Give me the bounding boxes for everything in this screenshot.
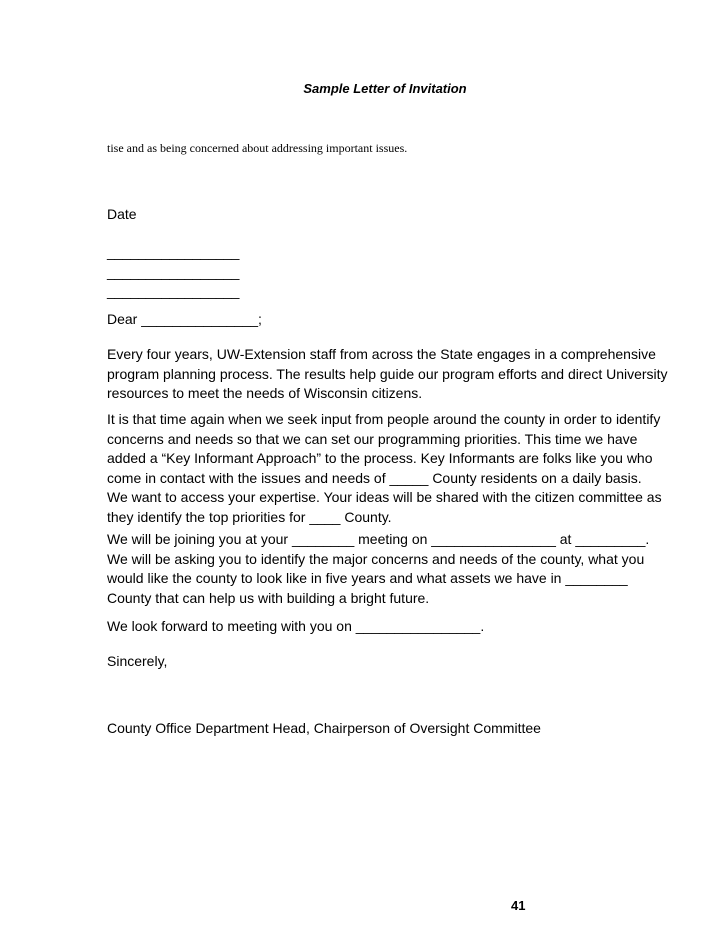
page-number: 41 [511,898,526,913]
paragraph-line: We will be asking you to identify the major concerns and needs of the county, what you [107,550,645,567]
paragraph-line: concerns and needs so that we can set our programming priorities. This time we have [107,430,638,447]
text-fragment: tise and as being concerned about addressing important issues. [107,141,408,155]
address-line: _________________ [107,244,240,260]
paragraph-4: We look forward to meeting with you on ________________. [107,618,485,634]
paragraph-line: they identify the top priorities for ____ County. [107,508,392,525]
signature-line: County Office Department Head, Chairperson of Oversight Committee [107,720,541,736]
paragraph-line: County that can help us with building a bright future. [107,589,430,606]
paragraph-line: Every four years, UW-Extension staff from across the State engages in a comprehensive [107,346,656,362]
date-label: Date [107,206,137,222]
paragraph-line: It is that time again when we seek input from people around the county in order to identify [107,411,661,427]
paragraph-3 [107,530,697,608]
address-line: _________________ [107,263,240,280]
address-line: _________________ [107,283,240,299]
paragraph-2 [107,410,697,527]
paragraph-line: come in contact with the issues and needs of _____ County residents on a daily basis. [107,469,642,486]
paragraph-1 [107,345,697,404]
paragraph-line: program planning process. The results help guide our program efforts and direct University [107,365,668,382]
salutation: Dear _______________; [107,311,262,327]
paragraph-line: We will be joining you at your ________ meeting on ________________ at _________. [107,531,650,547]
address-block [107,243,697,302]
paragraph-line: added a “Key Informant Approach” to the process. Key Informants are folks like you who [107,450,653,466]
page-title: Sample Letter of Invitation [303,81,467,96]
closing: Sincerely, [107,653,168,669]
paragraph-line: resources to meet the needs of Wisconsin citizens. [107,385,423,401]
paragraph-line: would like the county to look like in five years and what assets we have in ________ [107,570,628,586]
paragraph-line: We want to access your expertise. Your ideas will be shared with the citizen committee as [107,489,662,505]
